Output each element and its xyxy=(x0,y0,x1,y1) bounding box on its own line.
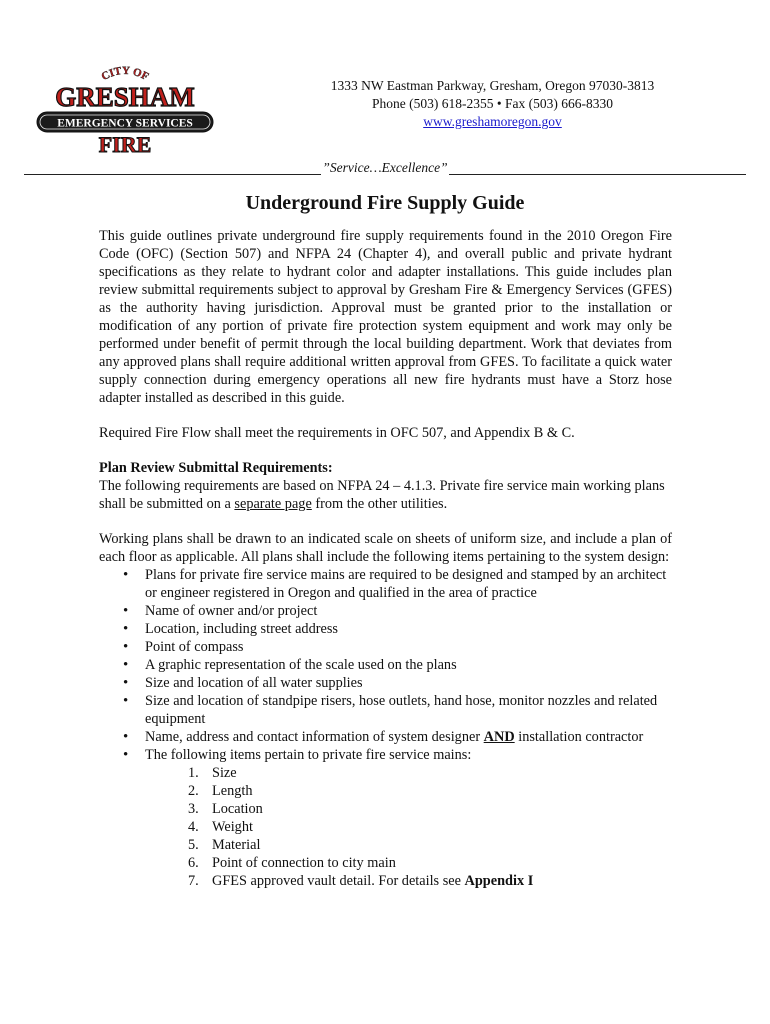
list-item: • Location, including street address xyxy=(123,620,672,638)
logo-gresham: GRESHAM xyxy=(55,82,195,112)
website-link[interactable]: www.greshamoregon.gov xyxy=(423,114,562,129)
working-plans-paragraph: Working plans shall be drawn to an indicated scale on sheets of uniform size, and include a plan of each floor as applicable. All plans shall include the following items pertaining to the system design: xyxy=(99,531,672,565)
svg-text:CITY OF xyxy=(100,65,151,83)
logo-emergency-services: EMERGENCY SERVICES xyxy=(57,117,193,130)
sublist-item: 7. GFES approved vault detail. For details see Appendix I xyxy=(188,873,534,889)
list-item: • A graphic representation of the scale used on the plans xyxy=(123,656,672,674)
sublist-item: 3. Location xyxy=(188,801,263,817)
contact-block xyxy=(300,77,685,131)
plan-review-heading: Plan Review Submittal Requirements: xyxy=(99,460,333,476)
plan-review-paragraph: The following requirements are based on NFPA 24 – 4.1.3. Private fire service main working plans shall be submitted on a separate page from the other utilities. xyxy=(99,478,665,512)
fire-flow-paragraph: Required Fire Flow shall meet the requirements in OFC 507, and Appendix B & C. xyxy=(99,425,575,441)
address: 1333 NW Eastman Parkway, Gresham, Oregon 97030-3813 xyxy=(330,78,655,93)
sublist-item: 6. Point of connection to city main xyxy=(188,855,396,871)
list-item: • Size and location of all water supplies xyxy=(123,674,672,692)
mains-sublist xyxy=(99,764,672,890)
gresham-fire-logo-icon xyxy=(34,60,216,156)
list-item: • Name of owner and/or project xyxy=(123,602,672,620)
phone-fax: Phone (503) 618-2355 • Fax (503) 666-8330 xyxy=(372,96,613,111)
intro-paragraph: This guide outlines private underground fire supply requirements found in the 2010 Oregon Fire Code (OFC) (Section 507) and NFPA 24 (Chapter 4), and overall public and private hydrant specifications as they relate to hydrant color and adapter installations. This guide includes plan review submittal requirements subject to approval by Gresham Fire & Emergency Services (GFES) as the authority having jurisdiction. Approval must be granted prior to the installation or modification of any portion of private fire protection system equipment and work may only be performed under benefit of permit through the local building department. Work that deviates from any approved plans shall require additional written approval from GFES. To facilitate a quick water supply connection during emergency operations all new fire hydrants must have a Storz hose adapter installed as described in this guide. xyxy=(99,228,672,406)
list-item: • Plans for private fire service mains are required to be designed and stamped by an architect or engineer registered in Oregon and qualified in the area of practice xyxy=(123,566,672,602)
motto-rule xyxy=(24,159,746,177)
sublist-item: 1. Size xyxy=(188,765,237,781)
list-item: • Size and location of standpipe risers, hose outlets, hand hose, monitor nozzles and related equipment xyxy=(123,692,672,728)
document-body xyxy=(99,227,672,890)
list-item: • The following items pertain to private fire service mains: xyxy=(123,746,672,764)
sublist-item: 4. Weight xyxy=(188,819,253,835)
sublist-item: 2. Length xyxy=(188,783,253,799)
motto: ”Service…Excellence” xyxy=(322,160,448,175)
list-item: • Name, address and contact information of system designer AND installation contractor xyxy=(123,728,672,746)
requirements-list xyxy=(99,566,672,764)
logo-city-of: CITY OF xyxy=(99,64,151,84)
sublist-item: 5. Material xyxy=(188,837,261,853)
page-title: Underground Fire Supply Guide xyxy=(245,192,525,214)
list-item: • Point of compass xyxy=(123,638,672,656)
logo-fire: FIRE xyxy=(98,132,152,156)
